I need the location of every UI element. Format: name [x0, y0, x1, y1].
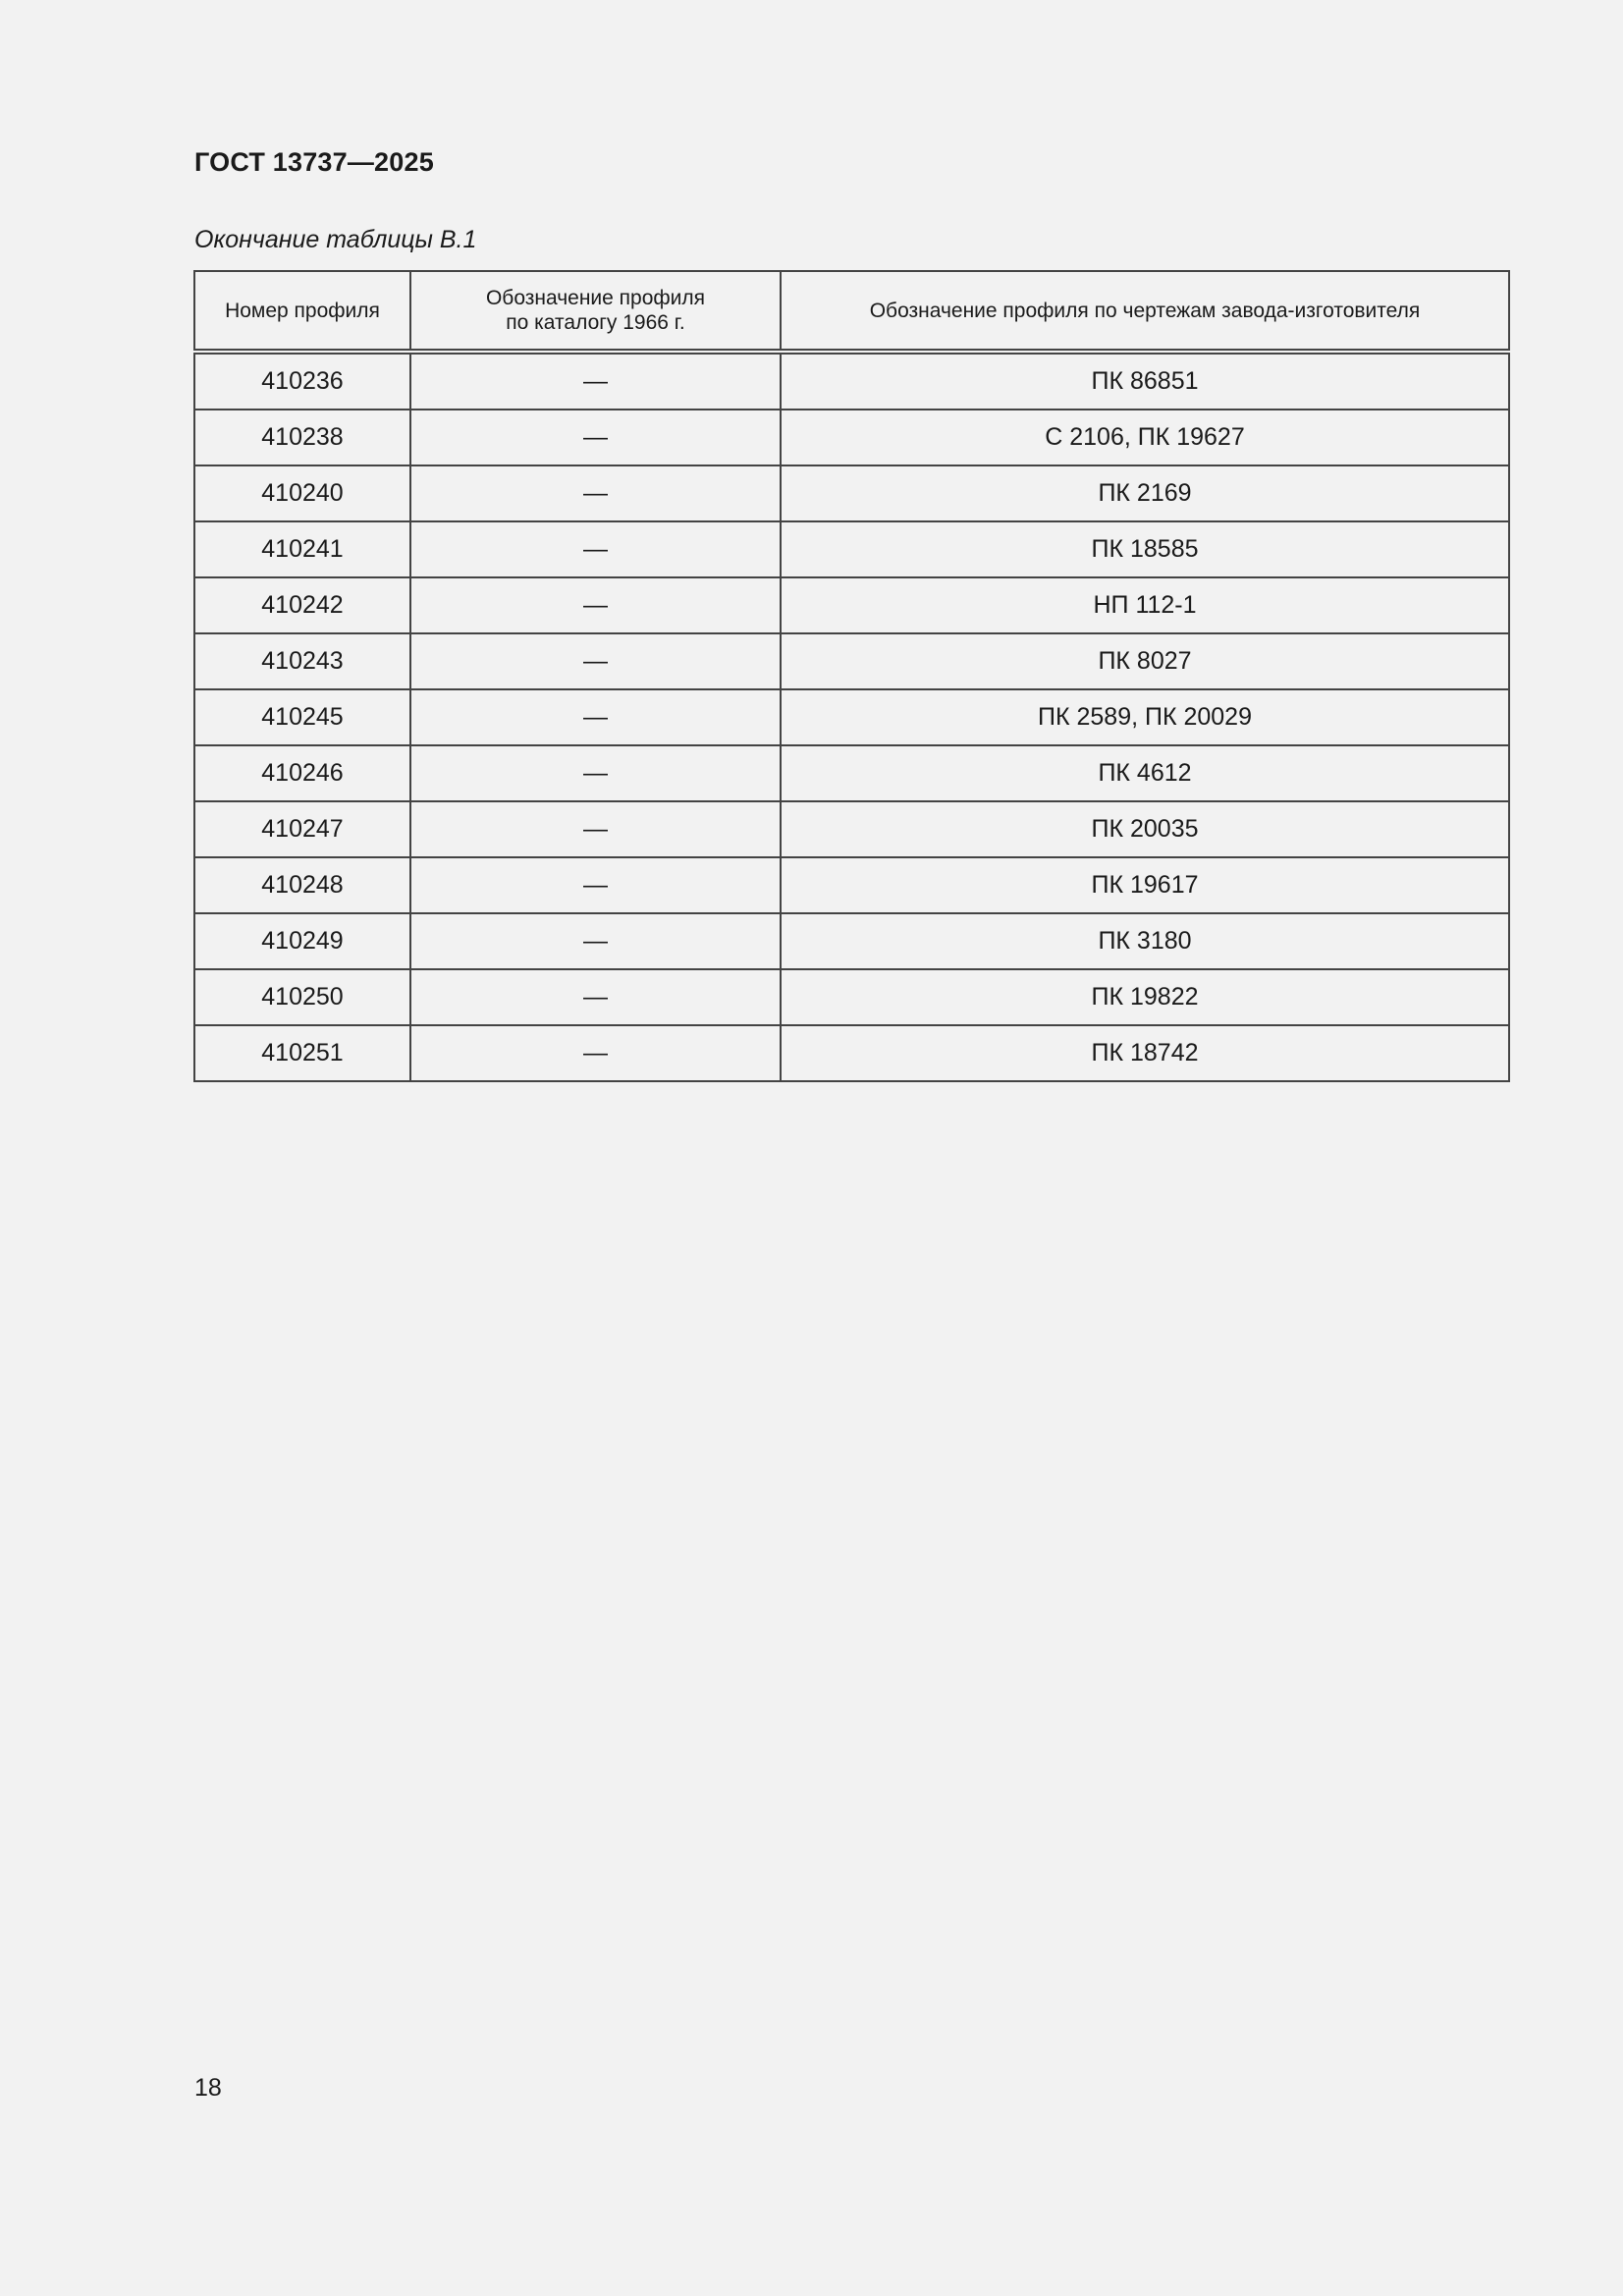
profile-number-cell: 410241 — [194, 521, 410, 577]
column-header-catalog-designation — [410, 271, 781, 352]
table-row — [194, 465, 1509, 521]
table-header-row — [194, 271, 1509, 352]
profile-number-cell: 410249 — [194, 913, 410, 969]
catalog-designation-cell: — — [410, 410, 781, 465]
profile-number-cell: 410248 — [194, 857, 410, 913]
table-row — [194, 801, 1509, 857]
profile-number-cell: 410238 — [194, 410, 410, 465]
profile-number-cell: 410246 — [194, 745, 410, 801]
profile-number-cell: 410243 — [194, 633, 410, 689]
table-caption: Окончание таблицы В.1 — [194, 226, 477, 253]
profile-number-cell: 410251 — [194, 1025, 410, 1081]
catalog-header-line2: по каталогу 1966 г. — [506, 311, 685, 334]
catalog-designation-cell: — — [410, 521, 781, 577]
drawing-designation-cell: НП 112-1 — [781, 577, 1509, 633]
profile-number-cell: 410240 — [194, 465, 410, 521]
table-row — [194, 410, 1509, 465]
drawing-designation-cell: ПК 19822 — [781, 969, 1509, 1025]
catalog-designation-cell: — — [410, 465, 781, 521]
table-row — [194, 913, 1509, 969]
catalog-designation-cell: — — [410, 801, 781, 857]
catalog-designation-cell: — — [410, 352, 781, 410]
profile-number-cell: 410236 — [194, 352, 410, 410]
profile-number-cell: 410247 — [194, 801, 410, 857]
catalog-header-line1: Обозначение профиля — [485, 287, 706, 309]
catalog-designation-cell: — — [410, 745, 781, 801]
catalog-designation-cell: — — [410, 1025, 781, 1081]
catalog-designation-cell: — — [410, 577, 781, 633]
table-row — [194, 633, 1509, 689]
column-header-profile-number: Номер профиля — [194, 271, 410, 352]
column-header-drawing-designation: Обозначение профиля по чертежам завода-изготовителя — [781, 271, 1509, 352]
profile-number-cell: 410242 — [194, 577, 410, 633]
table-body — [194, 352, 1509, 1081]
table-row — [194, 1025, 1509, 1081]
profile-table — [193, 270, 1510, 1082]
catalog-designation-cell: — — [410, 857, 781, 913]
catalog-designation-cell: — — [410, 689, 781, 745]
drawing-designation-cell: ПК 86851 — [781, 352, 1509, 410]
table-row — [194, 969, 1509, 1025]
catalog-designation-cell: — — [410, 633, 781, 689]
table-row — [194, 745, 1509, 801]
table-header — [194, 271, 1509, 352]
catalog-designation-cell: — — [410, 913, 781, 969]
document-header: ГОСТ 13737—2025 — [194, 147, 434, 177]
table-row — [194, 857, 1509, 913]
drawing-designation-cell: ПК 20035 — [781, 801, 1509, 857]
drawing-designation-cell: ПК 8027 — [781, 633, 1509, 689]
drawing-designation-cell: ПК 4612 — [781, 745, 1509, 801]
page-number: 18 — [194, 2074, 222, 2102]
drawing-designation-cell: ПК 2589, ПК 20029 — [781, 689, 1509, 745]
drawing-designation-cell: С 2106, ПК 19627 — [781, 410, 1509, 465]
table-row — [194, 352, 1509, 410]
drawing-designation-cell: ПК 3180 — [781, 913, 1509, 969]
profile-number-cell: 410250 — [194, 969, 410, 1025]
table-row — [194, 689, 1509, 745]
drawing-designation-cell: ПК 18742 — [781, 1025, 1509, 1081]
drawing-designation-cell: ПК 18585 — [781, 521, 1509, 577]
drawing-designation-cell: ПК 2169 — [781, 465, 1509, 521]
catalog-designation-cell: — — [410, 969, 781, 1025]
table-row — [194, 577, 1509, 633]
drawing-designation-cell: ПК 19617 — [781, 857, 1509, 913]
table-row — [194, 521, 1509, 577]
profile-number-cell: 410245 — [194, 689, 410, 745]
